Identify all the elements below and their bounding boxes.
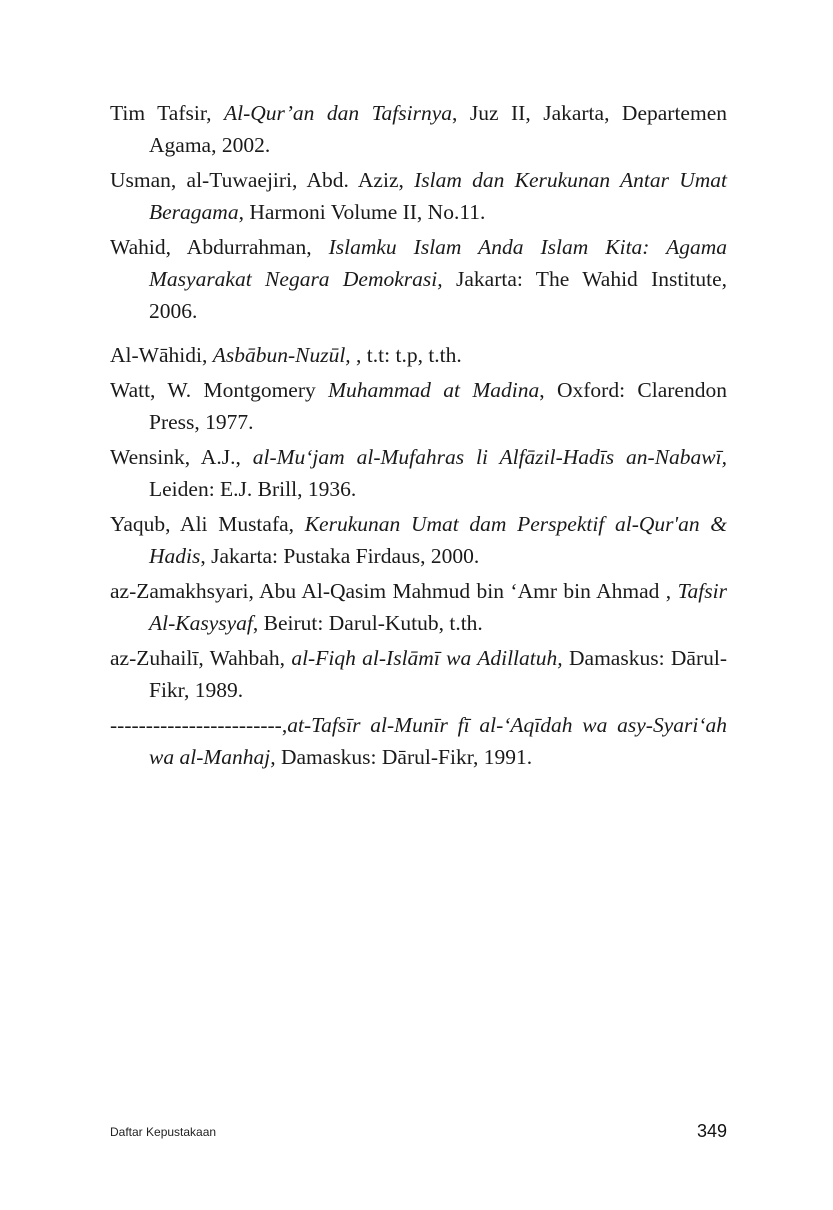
entry-title: Al-Qur’an dan Tafsirnya: [224, 101, 453, 125]
page-number: 349: [696, 1121, 727, 1141]
entry-publication: , t.t: t.p, t.th.: [350, 343, 462, 367]
entry-title: Kerukunan Umat dam Perspektif al-Qur'an & Hadis: [149, 512, 727, 568]
entry-author: Watt, W. Montgomery: [110, 378, 329, 402]
entry-title: Islam dan Kerukunan Antar Umat Beragama: [149, 168, 727, 224]
entry-title: Asbābun-Nuzūl,: [212, 343, 351, 367]
bibliography-entry: [110, 231, 727, 327]
entry-title: Islamku Islam Anda Islam Kita: Agama Masyarakat Negara Demokrasi,: [149, 235, 727, 291]
entry-title: Muhammad at Madina: [328, 378, 540, 402]
entry-publication: Damaskus: Dārul-Fikr, 1989.: [149, 646, 728, 702]
entry-title: al-Mu‘jam al-Mufahras li Alfāzil-Hadīs an-Nabawī,: [252, 445, 727, 469]
entry-author: Al-Wāhidi,: [110, 343, 213, 367]
entry-publication: Jakarta: The Wahid Institute, 2006.: [149, 267, 727, 323]
entry-author: az-Zuhailī, Wahbah,: [110, 646, 292, 670]
bibliography-entry: [110, 508, 727, 572]
entry-publication: Leiden: E.J. Brill, 1936.: [149, 477, 357, 501]
bibliography-entry: [110, 339, 727, 371]
entry-publication: , Harmoni Volume II, No.11.: [238, 200, 486, 224]
footer-section-label: Daftar Kepustakaan: [110, 1125, 217, 1139]
bibliography-entry: [110, 374, 727, 438]
bibliography-entry: [110, 642, 727, 706]
bibliography-entry: [110, 575, 727, 639]
entry-author: az-Zamakhsyari, Abu Al-Qasim Mahmud bin ‘Amr bin Ahmad ,: [110, 579, 678, 603]
entry-title: at-Tafsīr al-Munīr fī al-‘Aqīdah wa asy-Syari‘ah wa al-Manhaj,: [149, 713, 727, 769]
entry-author: Wensink, A.J.,: [110, 445, 253, 469]
entry-author: Tim Tafsir,: [110, 101, 224, 125]
entry-publication: , Beirut: Darul-Kutub, t.th.: [252, 611, 483, 635]
entry-publication: , Jakarta: Pustaka Firdaus, 2000.: [200, 544, 480, 568]
bibliography-entry: [110, 441, 727, 505]
entry-author: Yaqub, Ali Mustafa,: [110, 512, 305, 536]
bibliography-entry: [110, 97, 727, 161]
bibliography-entry: [110, 709, 727, 773]
entry-publication: , Juz II, Jakarta, Departemen Agama, 2002.: [149, 101, 727, 157]
entry-title: Tafsir Al-Kasysyaf: [149, 579, 727, 635]
entry-author: ------------------------,: [110, 713, 288, 737]
entry-author: Wahid, Abdurrahman,: [110, 235, 329, 259]
entry-author: Usman, al-Tuwaejiri, Abd. Aziz,: [110, 168, 415, 192]
bibliography-list: [110, 97, 727, 776]
entry-publication: , Oxford: Clarendon Press, 1977.: [149, 378, 727, 434]
bibliography-entry: [110, 164, 727, 228]
entry-title: al-Fiqh al-Islāmī wa Adillatuh,: [291, 646, 563, 670]
entry-publication: Damaskus: Dārul-Fikr, 1991.: [275, 745, 533, 769]
